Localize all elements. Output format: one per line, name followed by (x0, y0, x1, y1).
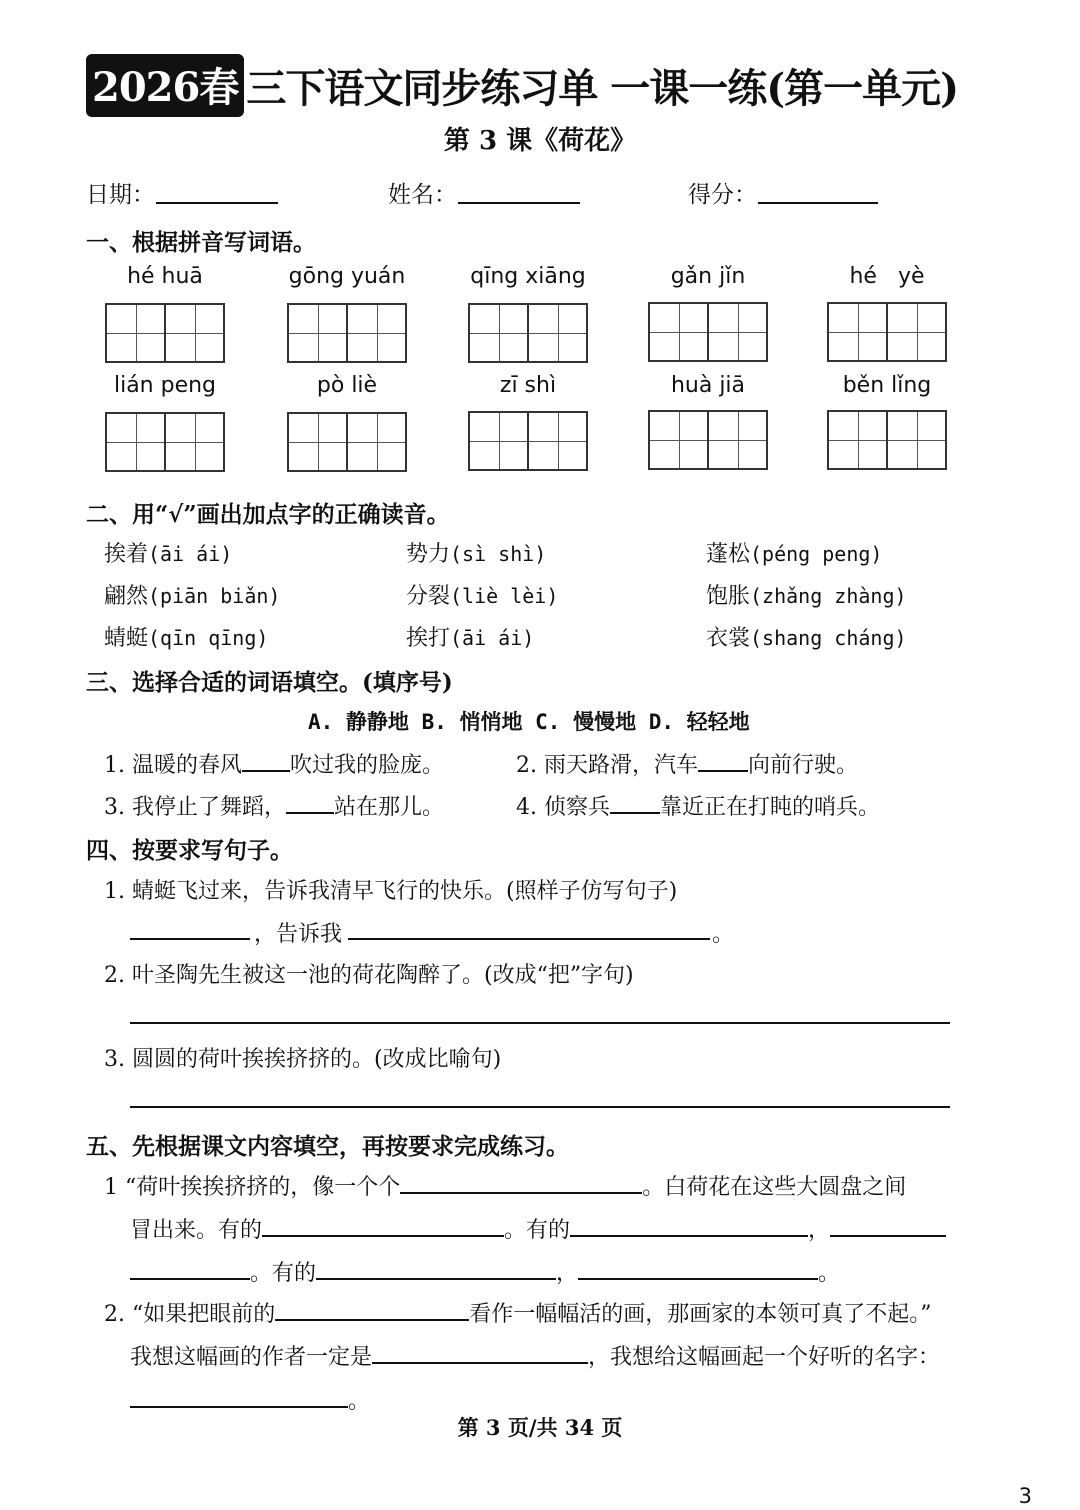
pinyin-label: zī shì (499, 373, 557, 398)
section4-heading: 四、按要求写句子。 (86, 837, 293, 864)
section5-heading: 五、先根据课文内容填空，再按要求完成练习。 (86, 1133, 569, 1160)
reading-choice-item[interactable] (706, 579, 907, 610)
item-word: 饱胀 (706, 584, 751, 609)
item-word: 挨着 (104, 542, 149, 567)
item-pinyin-options: (āi ái) (450, 626, 535, 650)
item-word: 蜻蜓 (104, 626, 149, 651)
word-options: A. 静静地 B. 悄悄地 C. 慢慢地 D. 轻轻地 (308, 710, 750, 734)
writing-grid[interactable] (827, 302, 947, 362)
item-word: 挨打 (406, 626, 451, 651)
pinyin-label: lián peng (113, 373, 217, 398)
writing-grid[interactable] (827, 410, 947, 470)
item-word: 衣裳 (706, 626, 751, 651)
item-pinyin-options: (péng peng) (750, 542, 883, 566)
answer-blank[interactable] (275, 1299, 469, 1321)
writing-grid[interactable] (287, 303, 407, 363)
page-footer: 第 3 页/共 34 页 (457, 1415, 623, 1440)
pinyin-label: qīng xiāng (470, 264, 586, 289)
pinyin-label: hé yè (849, 264, 925, 289)
passage-line-2: 冒出来。有的 。有的 ， (130, 1213, 946, 1244)
name-field[interactable] (458, 202, 580, 204)
answer-blank[interactable] (130, 1386, 348, 1408)
answer-line[interactable] (130, 1022, 950, 1024)
item-word: 翩然 (104, 584, 149, 609)
item-pinyin-options: (shang cháng) (750, 626, 907, 650)
reading-choice-item[interactable] (104, 579, 280, 610)
writing-grid[interactable] (648, 410, 768, 470)
date-label: 日期： (86, 182, 155, 208)
answer-blank[interactable] (372, 1342, 588, 1364)
answer-blank[interactable] (316, 1258, 556, 1280)
writing-grid[interactable] (468, 411, 588, 471)
item-pinyin-options: (qīn qīng) (148, 626, 269, 650)
score-label: 得分： (688, 182, 757, 208)
answer-blank[interactable] (262, 1215, 504, 1237)
writing-grid[interactable] (105, 303, 225, 363)
reading-choice-item[interactable] (706, 621, 907, 652)
name-label: 姓名： (388, 182, 457, 208)
section3-heading: 三、选择合适的词语填空。(填序号) (86, 669, 453, 696)
reading-choice-item[interactable] (104, 621, 268, 652)
page-number: 3 (1018, 1484, 1032, 1508)
passage-line-3: 。有的 ， 。 (130, 1256, 840, 1287)
reading-choice-item[interactable] (104, 537, 232, 568)
sentence-end: 。 (712, 922, 735, 947)
pinyin-label: gōng yuán (288, 264, 406, 289)
answer-blank[interactable] (610, 792, 660, 814)
answer-blank[interactable] (578, 1258, 818, 1280)
answer-blank[interactable] (400, 1172, 642, 1194)
lesson-subtitle: 第 3 课《荷花》 (443, 126, 637, 156)
score-field[interactable] (758, 202, 878, 204)
pinyin-label: pò liè (316, 373, 378, 398)
writing-grid[interactable] (105, 412, 225, 472)
answer-line[interactable] (130, 938, 250, 940)
pinyin-label: gǎn jǐn (670, 264, 746, 289)
answer-line[interactable] (348, 938, 710, 940)
item-word: 分裂 (406, 584, 451, 609)
answer-blank[interactable] (570, 1215, 808, 1237)
item-pinyin-options: (sì shì) (450, 542, 547, 566)
answer-blank[interactable] (698, 750, 748, 772)
passage-line-5: 我想这幅画的作者一定是 ，我想给这幅画起一个好听的名字： (130, 1340, 940, 1371)
reading-choice-item[interactable] (706, 537, 882, 568)
reading-choice-item[interactable] (406, 537, 546, 568)
passage-line-1: 1 “荷叶挨挨挤挤的，像一个个 。白荷花在这些大圆盘之间 (104, 1170, 906, 1201)
sentence-question-2: 2. 叶圣陶先生被这一池的荷花陶醉了。(改成“把”字句) (104, 963, 634, 988)
fill-question-2: 2. 雨天路滑，汽车 向前行驶。 (516, 748, 858, 779)
pinyin-label: běn lǐng (842, 373, 932, 398)
reading-choice-item[interactable] (406, 579, 558, 610)
pinyin-label: huà jiā (670, 373, 746, 398)
passage-line-4: 2. “如果把眼前的 看作一幅幅活的画，那画家的本领可真了不起。” (104, 1297, 931, 1328)
answer-line[interactable] (130, 1106, 950, 1108)
worksheet-title (86, 56, 958, 114)
fill-question-4: 4. 侦察兵 靠近正在打盹的哨兵。 (516, 790, 880, 821)
date-field[interactable] (156, 202, 278, 204)
writing-grid[interactable] (648, 302, 768, 362)
sentence-question-1: 1. 蜻蜓飞过来，告诉我清早飞行的快乐。(照样子仿写句子) (104, 879, 678, 904)
sentence-question-3: 3. 圆圆的荷叶挨挨挤挤的。(改成比喻句) (104, 1047, 502, 1072)
title-year-badge: 2026春 (86, 54, 244, 117)
section1-heading: 一、根据拼音写词语。 (86, 229, 316, 256)
item-word: 势力 (406, 542, 451, 567)
fill-question-1: 1. 温暖的春风 吹过我的脸庞。 (104, 748, 444, 779)
writing-grid[interactable] (468, 303, 588, 363)
item-pinyin-options: (piān biǎn) (148, 584, 281, 608)
sentence-connector: ，告诉我 (254, 922, 343, 947)
reading-choice-item[interactable] (406, 621, 534, 652)
section2-heading: 二、用“√”画出加点字的正确读音。 (86, 501, 450, 528)
answer-blank[interactable] (242, 750, 290, 772)
passage-line-6: 。 (130, 1384, 370, 1415)
item-pinyin-options: (zhǎng zhàng) (750, 584, 907, 608)
answer-blank[interactable] (830, 1215, 946, 1237)
item-word: 蓬松 (706, 542, 751, 567)
fill-question-3: 3. 我停止了舞蹈， 站在那儿。 (104, 790, 444, 821)
writing-grid[interactable] (287, 412, 407, 472)
answer-blank[interactable] (286, 792, 334, 814)
item-pinyin-options: (liè lèi) (450, 584, 559, 608)
answer-blank[interactable] (130, 1258, 250, 1280)
item-pinyin-options: (āi ái) (148, 542, 233, 566)
title-text: 三下语文同步练习单 一课一练(第一单元) (246, 64, 959, 112)
pinyin-label: hé huā (127, 264, 203, 289)
